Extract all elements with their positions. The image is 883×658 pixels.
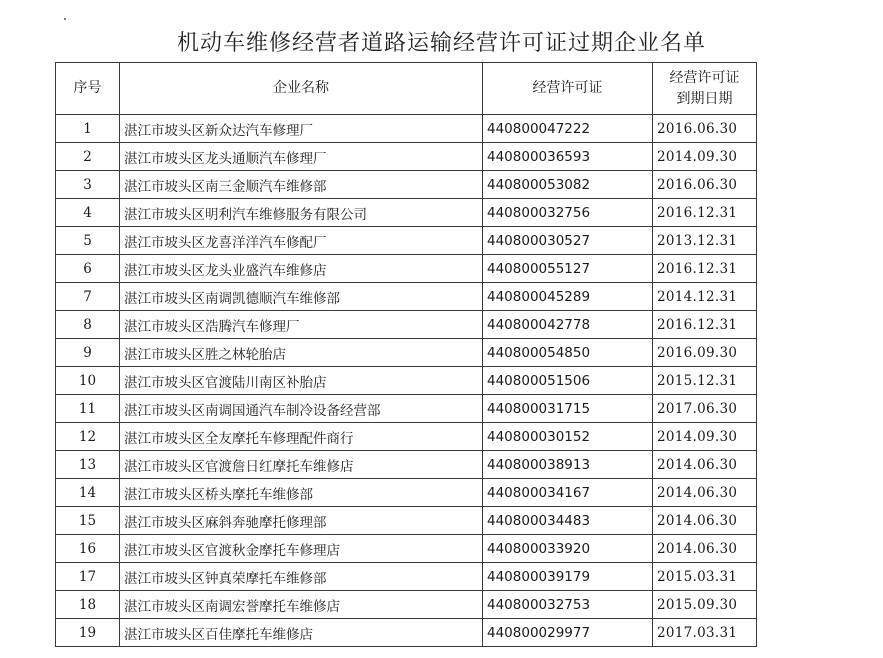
- company-name-cell: 湛江市坡头区南调宏誉摩托车维修店: [120, 591, 483, 619]
- license-number-cell: 440800034483: [483, 507, 653, 535]
- license-number-cell: 440800047222: [483, 115, 653, 143]
- license-number-cell: 440800045289: [483, 283, 653, 311]
- expired-license-table: [55, 62, 757, 647]
- page-title: 机动车维修经营者道路运输经营许可证过期企业名单: [176, 31, 706, 56]
- license-number-cell: 440800033920: [483, 535, 653, 563]
- company-name-cell: 湛江市坡头区明利汽车维修服务有限公司: [120, 199, 483, 227]
- company-name-cell: 湛江市坡头区南三金顺汽车维修部: [120, 171, 483, 199]
- company-name-cell: 湛江市坡头区龙头通顺汽车修理厂: [120, 143, 483, 171]
- company-name-cell: 湛江市坡头区南调国通汽车制冷设备经营部: [120, 395, 483, 423]
- table-row: [56, 339, 757, 367]
- table-row: [56, 171, 757, 199]
- license-number-cell: 440800054850: [483, 339, 653, 367]
- expiry-date-cell: 2015.03.31: [653, 563, 757, 591]
- expiry-date-cell: 2014.06.30: [653, 507, 757, 535]
- company-name-cell: 湛江市坡头区龙头业盛汽车维修店: [120, 255, 483, 283]
- company-name-cell: 湛江市坡头区麻斜奔驰摩托修理部: [120, 507, 483, 535]
- header-no: 序号: [56, 63, 120, 115]
- row-number: 6: [56, 255, 120, 283]
- table-row: [56, 311, 757, 339]
- license-number-cell: 440800053082: [483, 171, 653, 199]
- table-row: [56, 255, 757, 283]
- expiry-date-cell: 2016.12.31: [653, 255, 757, 283]
- table-row: [56, 367, 757, 395]
- company-name-cell: 湛江市坡头区全友摩托车修理配件商行: [120, 423, 483, 451]
- table-row: [56, 619, 757, 647]
- row-number: 9: [56, 339, 120, 367]
- license-number-cell: 440800032753: [483, 591, 653, 619]
- row-number: 19: [56, 619, 120, 647]
- company-name-cell: 湛江市坡头区胜之林轮胎店: [120, 339, 483, 367]
- table-row: [56, 227, 757, 255]
- row-number: 11: [56, 395, 120, 423]
- license-number-cell: 440800036593: [483, 143, 653, 171]
- expiry-date-cell: 2013.12.31: [653, 227, 757, 255]
- expiry-date-cell: 2016.09.30: [653, 339, 757, 367]
- license-number-cell: 440800034167: [483, 479, 653, 507]
- row-number: 15: [56, 507, 120, 535]
- header-license: 经营许可证: [483, 63, 653, 115]
- company-name-cell: 湛江市坡头区浩腾汽车修理厂: [120, 311, 483, 339]
- scan-speck: [64, 18, 66, 20]
- expiry-date-cell: 2016.06.30: [653, 171, 757, 199]
- row-number: 7: [56, 283, 120, 311]
- expiry-date-cell: 2014.09.30: [653, 423, 757, 451]
- row-number: 10: [56, 367, 120, 395]
- expiry-date-cell: 2014.06.30: [653, 535, 757, 563]
- row-number: 16: [56, 535, 120, 563]
- company-name-cell: 湛江市坡头区南调凯德顺汽车维修部: [120, 283, 483, 311]
- row-number: 18: [56, 591, 120, 619]
- table-row: [56, 395, 757, 423]
- row-number: 2: [56, 143, 120, 171]
- license-number-cell: 440800030152: [483, 423, 653, 451]
- license-number-cell: 440800029977: [483, 619, 653, 647]
- company-name-cell: 湛江市坡头区龙喜洋洋汽车修配厂: [120, 227, 483, 255]
- company-name-cell: 湛江市坡头区新众达汽车修理厂: [120, 115, 483, 143]
- row-number: 17: [56, 563, 120, 591]
- table-row: [56, 591, 757, 619]
- expiry-date-cell: 2014.12.31: [653, 283, 757, 311]
- header-expiry-line1: 经营许可证: [669, 69, 740, 86]
- table-header-row: [56, 63, 757, 115]
- row-number: 12: [56, 423, 120, 451]
- table-body: [56, 115, 757, 647]
- expiry-date-cell: 2017.06.30: [653, 395, 757, 423]
- company-name-cell: 湛江市坡头区官渡詹日红摩托车维修店: [120, 451, 483, 479]
- table-row: [56, 507, 757, 535]
- table-row: [56, 199, 757, 227]
- license-number-cell: 440800055127: [483, 255, 653, 283]
- row-number: 14: [56, 479, 120, 507]
- row-number: 4: [56, 199, 120, 227]
- company-name-cell: 湛江市坡头区官渡秋金摩托车修理店: [120, 535, 483, 563]
- row-number: 8: [56, 311, 120, 339]
- table-row: [56, 535, 757, 563]
- company-name-cell: 湛江市坡头区桥头摩托车维修部: [120, 479, 483, 507]
- company-name-cell: 湛江市坡头区百佳摩托车维修店: [120, 619, 483, 647]
- table-row: [56, 143, 757, 171]
- table-row: [56, 283, 757, 311]
- table-row: [56, 451, 757, 479]
- expiry-date-cell: 2014.09.30: [653, 143, 757, 171]
- expiry-date-cell: 2016.12.31: [653, 199, 757, 227]
- expiry-date-cell: 2014.06.30: [653, 451, 757, 479]
- header-expiry: [653, 63, 757, 115]
- expiry-date-cell: 2015.09.30: [653, 591, 757, 619]
- license-number-cell: 440800032756: [483, 199, 653, 227]
- expiry-date-cell: 2014.06.30: [653, 479, 757, 507]
- row-number: 13: [56, 451, 120, 479]
- table-row: [56, 563, 757, 591]
- license-number-cell: 440800031715: [483, 395, 653, 423]
- header-company-name: 企业名称: [120, 63, 483, 115]
- expiry-date-cell: 2017.03.31: [653, 619, 757, 647]
- license-number-cell: 440800038913: [483, 451, 653, 479]
- table-row: [56, 479, 757, 507]
- license-number-cell: 440800051506: [483, 367, 653, 395]
- expiry-date-cell: 2015.12.31: [653, 367, 757, 395]
- row-number: 3: [56, 171, 120, 199]
- header-expiry-line2: 到期日期: [676, 90, 733, 107]
- row-number: 1: [56, 115, 120, 143]
- expiry-date-cell: 2016.06.30: [653, 115, 757, 143]
- license-number-cell: 440800042778: [483, 311, 653, 339]
- company-name-cell: 湛江市坡头区钟真荣摩托车维修部: [120, 563, 483, 591]
- license-number-cell: 440800039179: [483, 563, 653, 591]
- table-row: [56, 115, 757, 143]
- license-number-cell: 440800030527: [483, 227, 653, 255]
- company-name-cell: 湛江市坡头区官渡陆川南区补胎店: [120, 367, 483, 395]
- table-row: [56, 423, 757, 451]
- expiry-date-cell: 2016.12.31: [653, 311, 757, 339]
- row-number: 5: [56, 227, 120, 255]
